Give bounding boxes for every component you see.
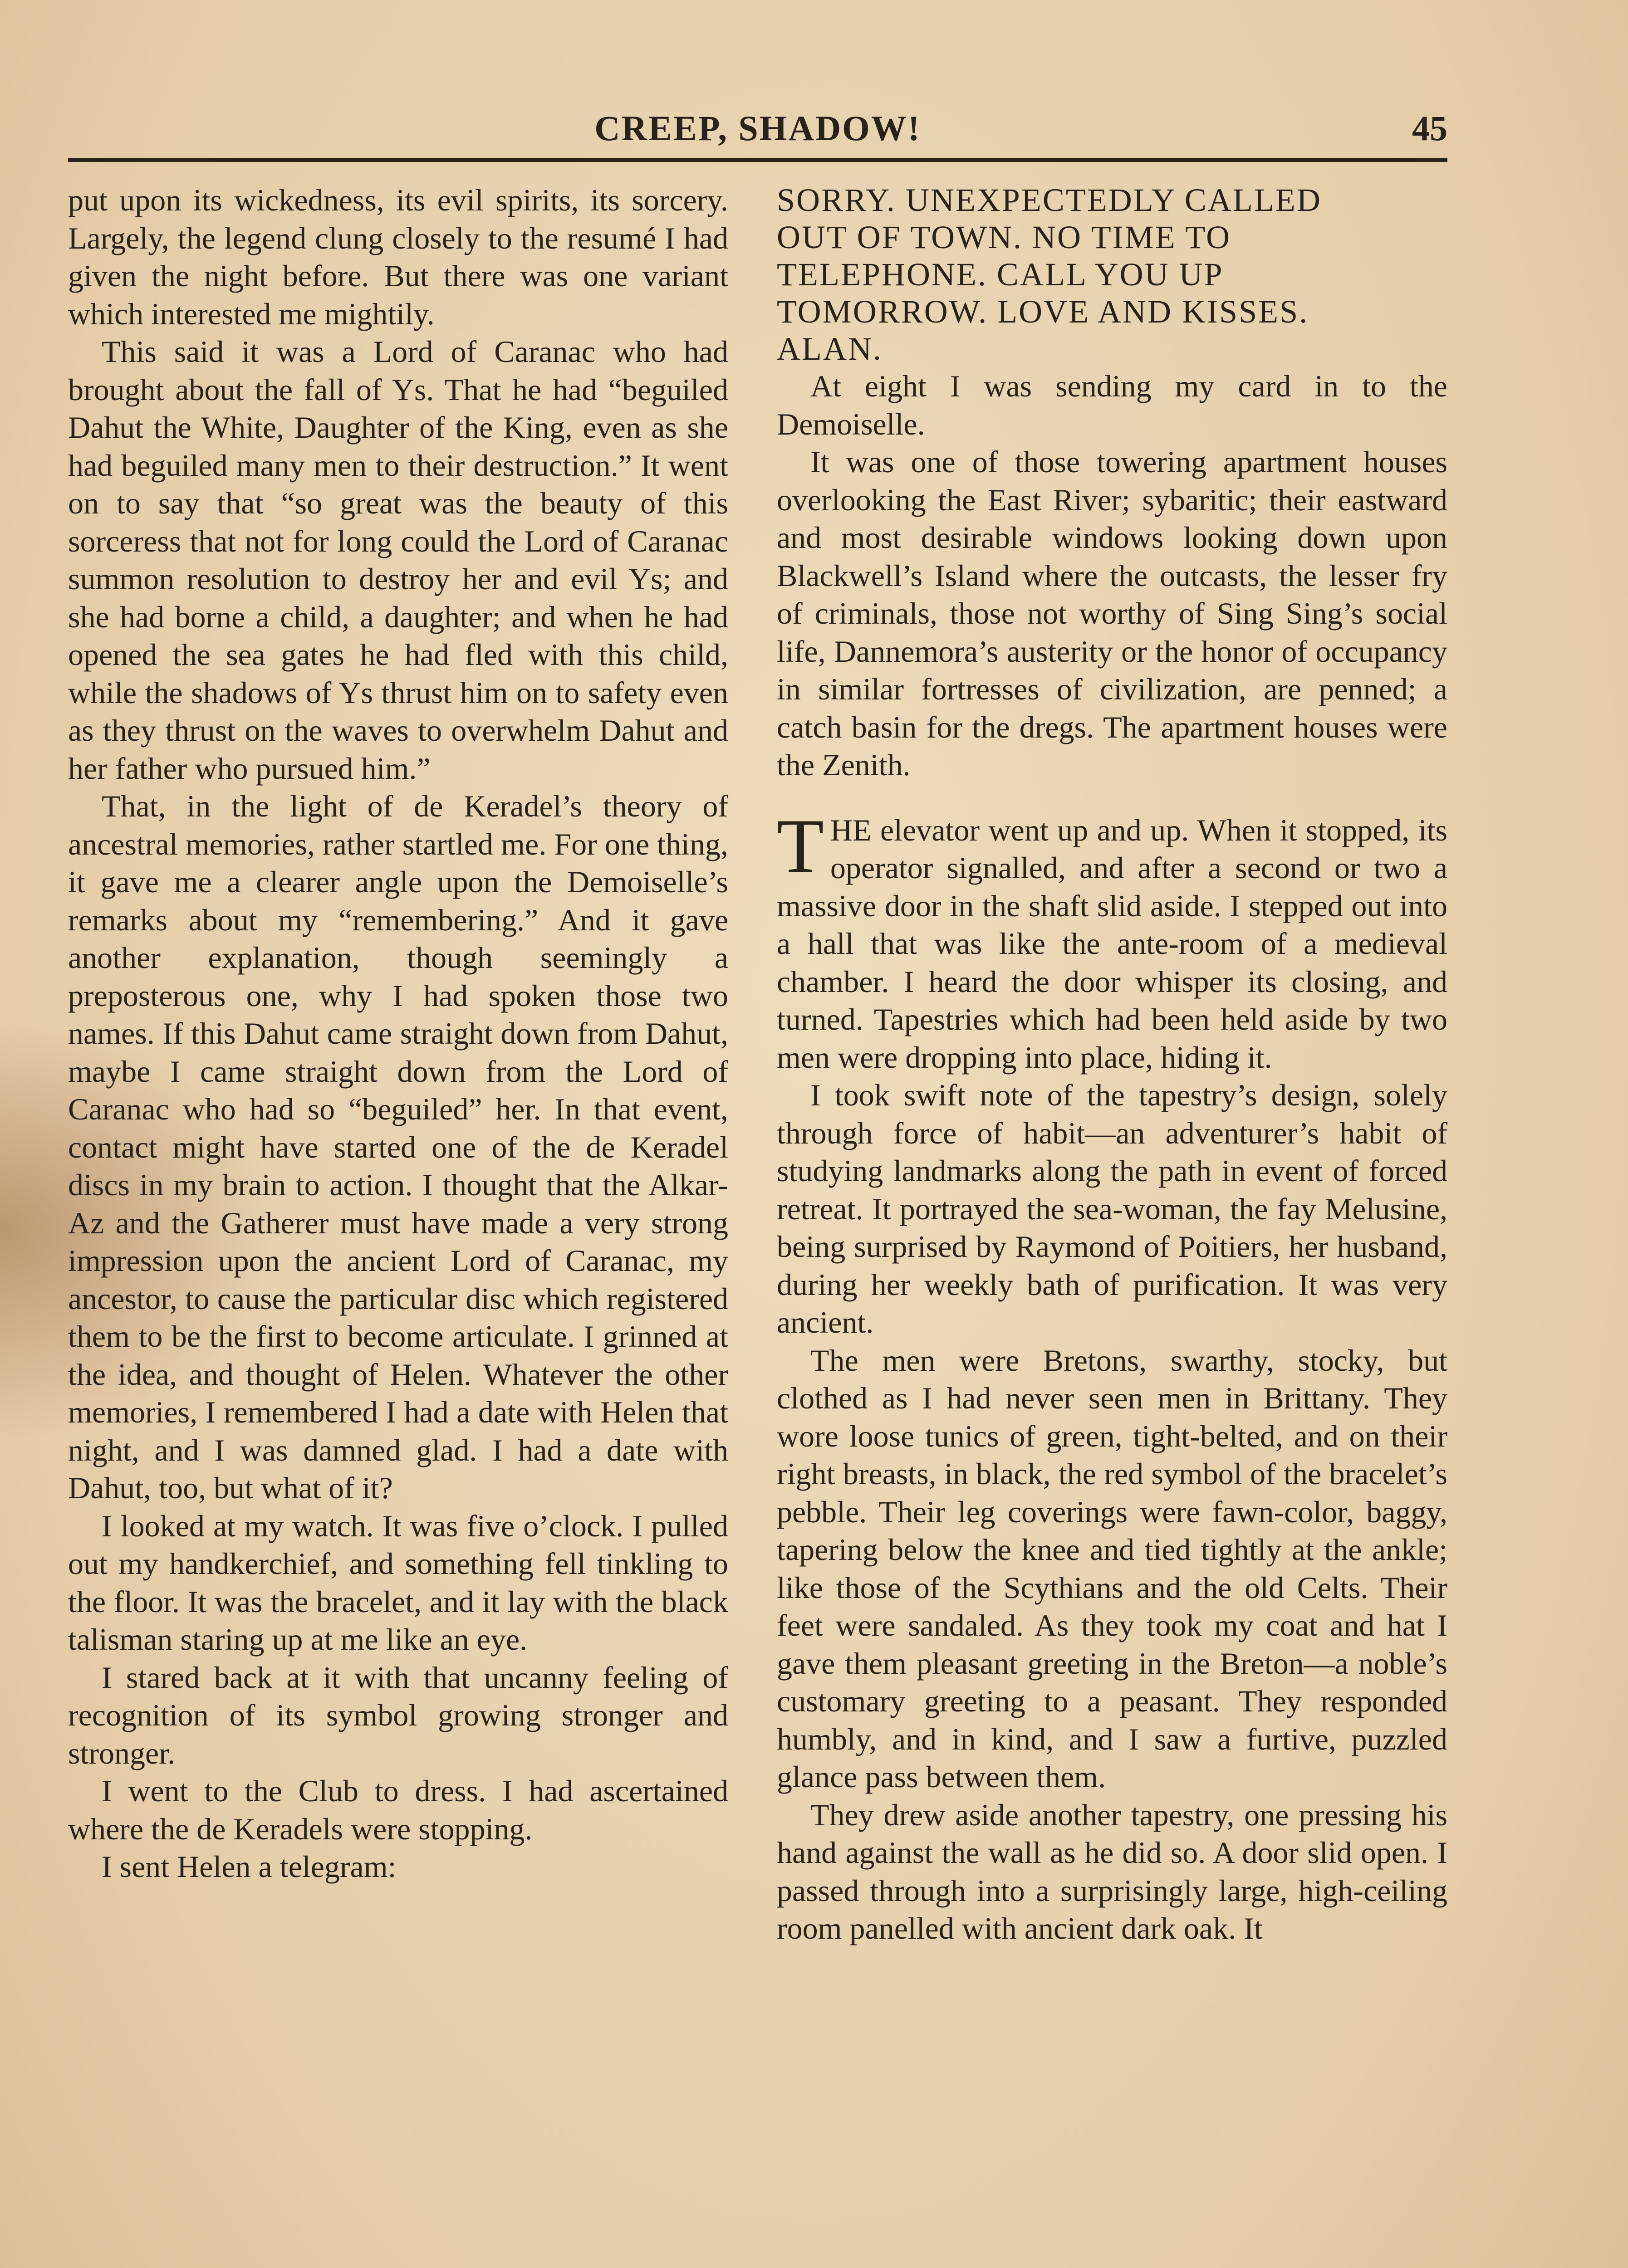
section-break (777, 784, 1447, 811)
paragraph: I looked at my watch. It was five o’clock. I pulled out my handkerchief, and something fell tinkling to the floor. It was the bracelet, and it lay with the black talisman staring up at me like an eye. (68, 1508, 728, 1657)
paragraph: I sent Helen a telegram: (102, 1849, 397, 1884)
paragraph: It was one of those towering apartment houses overlooking the East River; sybaritic; their eastward and most desirable windows looking down upon Blackwell’s Island where the outcasts, the lesser fry of criminals, those not worthy of Sing Sing’s social life, Dannemora’s austerity or the honor of occupancy in similar fortresses of civilization, are penned; a catch basin for the dregs. The apartment houses were the Zenith. (777, 445, 1447, 782)
right-column (777, 181, 1447, 1948)
page-number: 45 (1412, 108, 1447, 148)
paragraph: This said it was a Lord of Caranac who had brought about the fall of Ys. That he had “beguiled Dahut the White, Daughter of the King, even as she had beguiled many men to their destruction.” It went on to say that “so great was the beauty of this sorceress that not for long could the Lord of Caranac summon resolution to destroy her and evil Ys; and she had borne a child, a daughter; and when he had opened the sea gates he had fled with this child, while the shadows of Ys thrust him on to safety even as they thrust on the waves to overwhelm Dahut and her father who pursued him.” (68, 334, 728, 786)
header-title: CREEP, SHADOW! (594, 108, 921, 148)
paragraph: They drew aside another tapestry, one pressing his hand against the wall as he did so. A door slid open. I passed through into a surprisingly large, high-ceiling room panelled with ancient dark oak. It (777, 1797, 1447, 1945)
paragraph: put upon its wickedness, its evil spirits, its sorcery. Largely, the legend clung closely to the resumé I had given the night before. But there was one variant which interested me mightily. (68, 183, 728, 331)
paragraph: I stared back at it with that uncanny feeling of recognition of its symbol growing stronger and stronger. (68, 1660, 728, 1770)
paragraph: I took swift note of the tapestry’s design, solely through force of habit—an adventurer’s habit of studying landmarks along the path in event of forced retreat. It portrayed the sea-woman, the fay Melusine, being surprised by Raymond of Poitiers, her husband, during her weekly bath of purification. It was very ancient. (777, 1078, 1447, 1339)
paragraph: At eight I was sending my card in to the Demoiselle. (777, 369, 1447, 441)
drop-cap: T (777, 803, 824, 889)
dropcap-paragraph (777, 803, 1447, 1077)
paragraph: I went to the Club to dress. I had ascertained where the de Keradels were stopping. (68, 1774, 728, 1846)
paragraph: The men were Bretons, swarthy, stocky, but clothed as I had never seen men in Brittany. They wore loose tunics of green, tight-belted, and on their right breasts, in black, the red symbol of the bracelet’s pebble. Their leg coverings were fawn-color, baggy, tapering below the knee and tied tightly at the ankle; like those of the Scythians and the old Celts. Their feet were sandaled. As they took my coat and hat I gave them pleasant greeting in the Breton—a noble’s customary greeting to a peasant. They responded humbly, and in kind, and I saw a furtive, puzzled glance pass between them. (777, 1343, 1447, 1794)
paragraph: That, in the light of de Keradel’s theory of ancestral memories, rather startled me. For one thing, it gave me a clearer angle upon the Demoiselle’s remarks about my “remembering.” And it gave another explanation, though seemingly a preposterous one, why I had spoken those two names. If this Dahut came straight down from Dahut, maybe I came straight down from the Lord of Caranac who had so “beguiled” her. In that event, contact might have started one of the de Keradel discs in my brain to action. I thought that the Alkar-Az and the Gatherer must have made a very strong impression upon the ancient Lord of Caranac, my ancestor, to cause the particular disc which registered them to be the first to become articulate. I grinned at the idea, and thought of Helen. Whatever the other memories, I remembered I had a date with Helen that night, and I was damned glad. I had a date with Dahut, too, but what of it? (68, 789, 728, 1505)
telegram-text: SORRY. UNEXPECTEDLY CALLED OUT OF TOWN. NO TIME TO TELEPHONE. CALL YOU UP TOMORROW. LOVE AND KISSES. ALAN. (777, 182, 1322, 367)
dropcap-paragraph-text: HE elevator went up and up. When it stopped, its operator signalled, and after a second or two a massive door in the shaft slid aside. I stepped out into a hall that was like the ante-room of a medieval chamber. I heard the door whisper its closing, and turned. Tapestries which had been held aside by two men were dropping into place, hiding it. (777, 812, 1447, 1075)
left-column (68, 181, 728, 1886)
running-header (68, 103, 1447, 162)
